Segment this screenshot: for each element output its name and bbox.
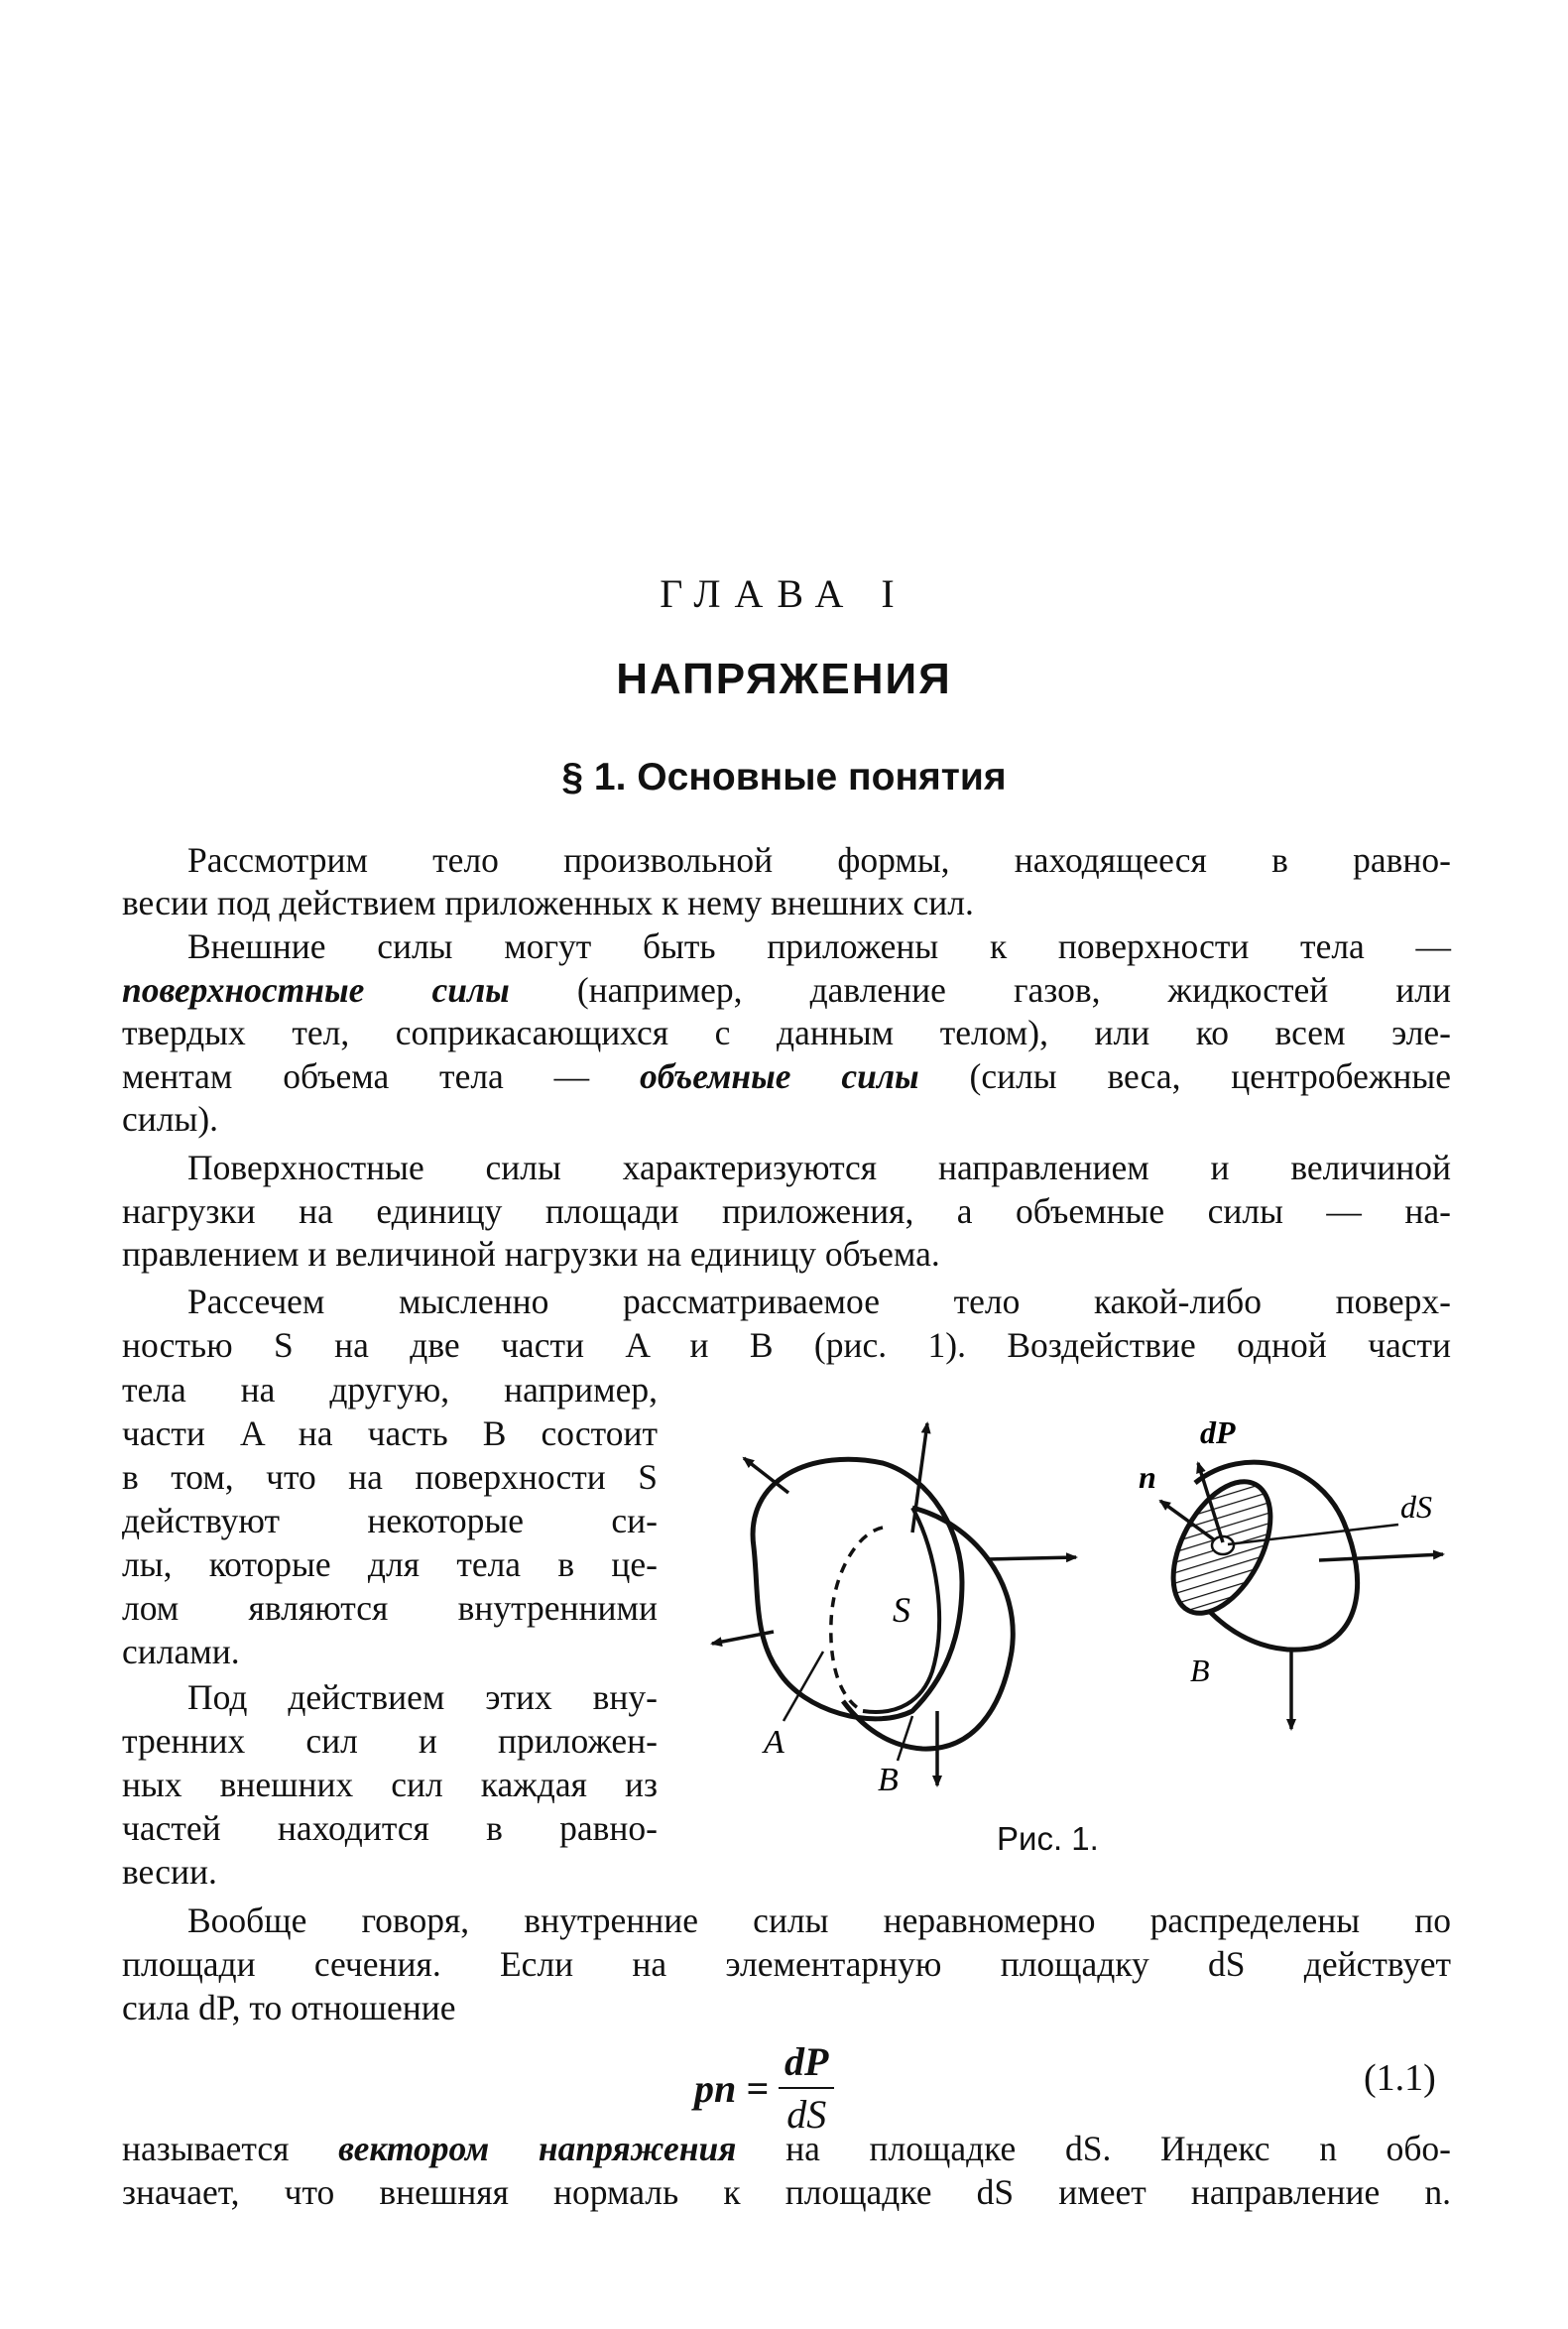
paragraph-line: весии под действием приложенных к нему внешних сил. — [122, 883, 974, 922]
paragraph-line: твердых тел, соприкасающихся с данным телом), или ко всем эле- — [122, 1013, 1451, 1052]
paragraph-line: лом являются внутренними — [122, 1588, 658, 1628]
figure-1-diagram — [684, 1384, 1498, 1850]
paragraph-line: в том, что на поверхности S — [122, 1457, 658, 1497]
italic-term: вектором напряжения — [338, 2129, 737, 2168]
italic-term: объемные силы — [639, 1056, 919, 1096]
label-B-left: B — [878, 1762, 899, 1798]
paragraph-line: значает, что внешняя нормаль к площадке dS имеет направление n. — [122, 2172, 1451, 2212]
paragraph-line: частей находится в равно- — [122, 1808, 658, 1848]
paragraph-line: нагрузки на единицу площади приложения, а объемные силы — на- — [122, 1191, 1451, 1231]
paragraph-line — [122, 1055, 1451, 1099]
paragraph-line: части A на часть B состоит — [122, 1413, 658, 1453]
equation-block — [0, 2038, 1568, 2137]
paragraph-line: Рассечем мысленно рассматриваемое тело какой-либо поверх- — [187, 1282, 1451, 1321]
fraction-numerator: dP — [779, 2038, 834, 2089]
chapter-label: ГЛАВА I — [660, 571, 908, 616]
paragraph-line: лы, которые для тела в це- — [122, 1544, 658, 1584]
figure-caption: Рис. 1. — [997, 1820, 1099, 1857]
paragraph-line — [122, 2128, 1451, 2171]
label-dP: dP — [1200, 1414, 1236, 1450]
text-span: ментам объема тела — — [122, 1056, 640, 1096]
paragraph-line: ностью S на две части A и B (рис. 1). Воздействие одной части — [122, 1325, 1451, 1365]
right-body — [1153, 1462, 1358, 1650]
paragraph-line: тренних сил и приложен- — [122, 1721, 658, 1761]
paragraph-line: действуют некоторые си- — [122, 1501, 658, 1540]
force-arrow — [987, 1557, 1076, 1559]
text-span: (например, давление газов, жидкостей или — [509, 970, 1451, 1010]
paragraph-line: силами. — [122, 1632, 240, 1671]
text-span: (силы веса, центробежные — [918, 1056, 1451, 1096]
paragraph-line: правлением и величиной нагрузки на единицу объема. — [122, 1234, 940, 1274]
section-surface-dashed — [831, 1528, 883, 1711]
paragraph-line: ных внешних сил каждая из — [122, 1765, 658, 1804]
paragraph-line: сила dP, то отношение — [122, 1988, 456, 2027]
paragraph-line: Рассмотрим тело произвольной формы, находящееся в равно- — [187, 840, 1451, 880]
fraction-denominator: dS — [786, 2092, 827, 2137]
paragraph-line: весии. — [122, 1852, 217, 1892]
fraction — [779, 2038, 834, 2138]
equation-number: (1.1) — [1364, 2057, 1436, 2099]
label-n: n — [1139, 1459, 1156, 1495]
section-title: § 1. Основные понятия — [561, 756, 1007, 798]
equation — [694, 2038, 834, 2138]
label-dS: dS — [1400, 1489, 1432, 1525]
paragraph-line — [122, 969, 1451, 1013]
label-A: A — [764, 1724, 784, 1761]
paragraph-line: Поверхностные силы характеризуются направлением и величиной — [187, 1148, 1451, 1187]
force-arrow — [1319, 1554, 1443, 1560]
text-span: на площадке dS. Индекс n обо- — [736, 2129, 1452, 2168]
label-B-right: B — [1190, 1653, 1210, 1688]
paragraph-line: Внешние силы могут быть приложены к поверхности тела — — [187, 926, 1451, 966]
italic-term: поверхностные силы — [122, 970, 510, 1010]
paragraph-line: Под действием этих вну- — [187, 1677, 658, 1717]
paragraph-line: тела на другую, например, — [122, 1370, 658, 1410]
text-span: называется — [122, 2129, 339, 2168]
paragraph-line: Вообще говоря, внутренние силы неравномерно распределены по — [187, 1900, 1451, 1940]
equation-lhs: pn = — [694, 2065, 770, 2111]
paragraph-line: силы). — [122, 1099, 219, 1139]
leader-line — [898, 1716, 912, 1761]
chapter-title: НАПРЯЖЕНИЯ — [616, 655, 952, 703]
paragraph-line: площади сечения. Если на элементарную площадку dS действует — [122, 1944, 1451, 1984]
label-S: S — [893, 1590, 910, 1630]
